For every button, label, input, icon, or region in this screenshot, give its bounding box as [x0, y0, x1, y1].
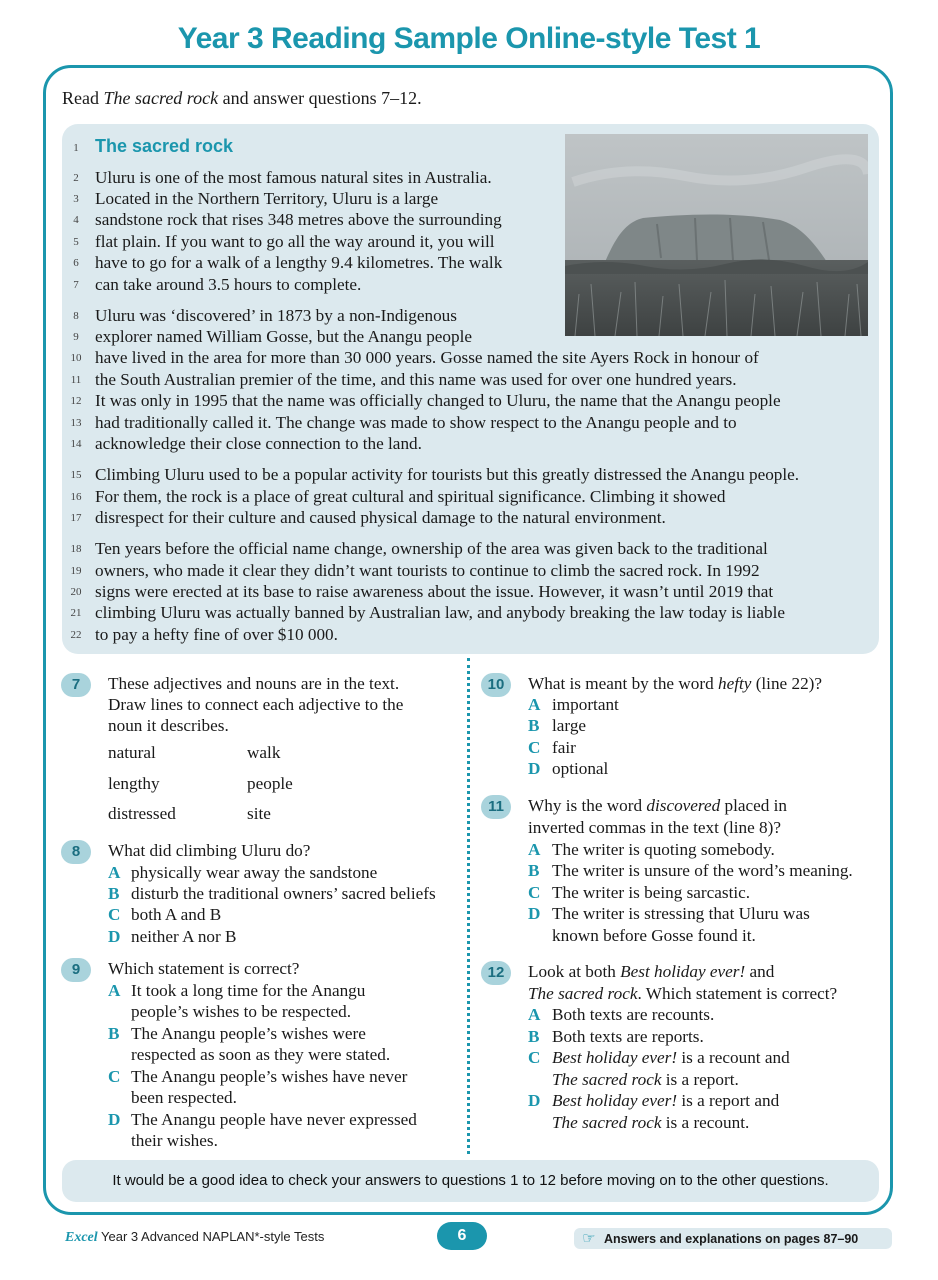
noun-item[interactable]: site: [247, 804, 271, 823]
intro-instruction: Read The sacred rock and answer questions 7–12.: [62, 88, 422, 108]
line-number: 10: [70, 352, 82, 364]
option-letter[interactable]: B: [528, 1027, 540, 1046]
line-number: 2: [73, 172, 79, 184]
option-letter[interactable]: A: [528, 695, 541, 714]
option-text[interactable]: people’s wishes to be respected.: [131, 1002, 352, 1021]
passage-line: the South Australian premier of the time, and this name was used for over one hundred years.: [95, 370, 737, 389]
option-letter[interactable]: C: [108, 905, 121, 924]
check-answers-note: It would be a good idea to check your answers to questions 1 to 12 before moving on to the other questions.: [62, 1160, 879, 1202]
question-number-badge: 12: [481, 961, 511, 985]
passage-line: flat plain. If you want to go all the way around it, you will: [95, 232, 495, 251]
option-letter[interactable]: B: [108, 1024, 120, 1043]
line-number: 5: [73, 236, 79, 248]
question-number-badge: 9: [61, 958, 91, 982]
option-text[interactable]: The sacred rock is a report.: [552, 1070, 739, 1089]
passage-line: explorer named William Gosse, but the Anangu people: [95, 327, 473, 346]
option-text[interactable]: The Anangu people’s wishes have never: [131, 1067, 408, 1086]
question-number-badge: 7: [61, 673, 91, 697]
noun-item[interactable]: walk: [247, 743, 281, 762]
passage-line: Climbing Uluru used to be a popular activity for tourists but this greatly distressed the Anangu people.: [95, 465, 800, 484]
option-text[interactable]: both A and B: [131, 905, 222, 924]
line-number: 18: [70, 543, 82, 555]
question-11-text: inverted commas in the text (line 8)?: [528, 818, 781, 837]
noun-item[interactable]: people: [247, 774, 293, 793]
question-9-text: Which statement is correct?: [108, 959, 300, 978]
book-footer: Excel Year 3 Advanced NAPLAN*-style Tests: [65, 1229, 325, 1245]
line-number: 14: [70, 438, 82, 450]
passage-line: sandstone rock that rises 348 metres above the surrounding: [95, 210, 502, 229]
passage-line: acknowledge their close connection to the land.: [95, 434, 422, 453]
passage-title: The sacred rock: [95, 136, 234, 156]
page-number: 6: [437, 1222, 487, 1250]
line-number: 15: [70, 469, 82, 481]
option-text[interactable]: The writer is stressing that Uluru was: [552, 904, 810, 923]
option-letter[interactable]: A: [528, 1005, 541, 1024]
uluru-image: [565, 134, 868, 336]
option-text[interactable]: optional: [552, 759, 609, 778]
option-text[interactable]: disturb the traditional owners’ sacred beliefs: [131, 884, 436, 903]
option-text[interactable]: The writer is quoting somebody.: [552, 840, 775, 859]
option-text[interactable]: physically wear away the sandstone: [131, 863, 378, 882]
question-8-text: What did climbing Uluru do?: [108, 841, 311, 860]
passage-line: can take around 3.5 hours to complete.: [95, 275, 362, 294]
option-text[interactable]: been respected.: [131, 1088, 237, 1107]
option-text[interactable]: their wishes.: [131, 1131, 218, 1150]
line-number: 16: [70, 491, 82, 503]
option-letter[interactable]: D: [528, 759, 541, 778]
option-text[interactable]: neither A nor B: [131, 927, 237, 946]
option-text[interactable]: important: [552, 695, 619, 714]
line-number: 6: [73, 257, 79, 269]
option-letter[interactable]: C: [528, 883, 541, 902]
question-12-text: The sacred rock. Which statement is correct?: [528, 984, 838, 1003]
option-text[interactable]: The sacred rock is a recount.: [552, 1113, 750, 1132]
option-letter[interactable]: B: [528, 861, 540, 880]
passage-line: to pay a hefty fine of over $10 000.: [95, 625, 338, 644]
option-letter[interactable]: D: [528, 1091, 541, 1110]
passage-line: have to go for a walk of a lengthy 9.4 kilometres. The walk: [95, 253, 503, 272]
option-letter[interactable]: A: [108, 981, 121, 1000]
column-divider: [467, 658, 470, 1154]
option-text[interactable]: large: [552, 716, 587, 735]
option-text[interactable]: Best holiday ever! is a report and: [552, 1091, 780, 1110]
option-letter[interactable]: C: [528, 738, 541, 757]
passage-line: Located in the Northern Territory, Uluru is a large: [95, 189, 439, 208]
option-letter[interactable]: C: [528, 1048, 541, 1067]
option-letter[interactable]: A: [528, 840, 541, 859]
line-number: 11: [70, 374, 82, 386]
option-text[interactable]: The Anangu people’s wishes were: [131, 1024, 366, 1043]
line-number: 9: [73, 331, 79, 343]
option-letter[interactable]: D: [528, 904, 541, 923]
passage-line: Uluru is one of the most famous natural sites in Australia.: [95, 168, 492, 187]
passage-line: For them, the rock is a place of great cultural and spiritual significance. Climbing it showed: [95, 487, 726, 506]
passage-line: owners, who made it clear they didn’t want tourists to continue to climb the sacred rock. In 1992: [95, 561, 760, 580]
passage-line: It was only in 1995 that the name was officially changed to Uluru, the name that the Anangu people: [95, 391, 781, 410]
option-letter[interactable]: B: [108, 884, 120, 903]
adjective-item[interactable]: lengthy: [108, 774, 160, 793]
pointing-hand-icon: ☞: [582, 1230, 596, 1247]
line-number: 19: [70, 565, 82, 577]
passage-line: had traditionally called it. The change was made to show respect to the Anangu people and to: [95, 413, 737, 432]
option-letter[interactable]: D: [108, 927, 121, 946]
question-number-badge: 11: [481, 795, 511, 819]
option-text[interactable]: The Anangu people have never expressed: [131, 1110, 417, 1129]
question-10-text: What is meant by the word hefty (line 22)?: [528, 674, 823, 693]
brand-logo: Excel: [65, 1230, 98, 1245]
adjective-item[interactable]: distressed: [108, 804, 176, 823]
line-number: 17: [70, 512, 82, 524]
option-text[interactable]: It took a long time for the Anangu: [131, 981, 366, 1000]
line-number: 12: [70, 395, 82, 407]
line-number: 7: [73, 279, 79, 291]
option-letter[interactable]: C: [108, 1067, 121, 1086]
option-text[interactable]: The writer is unsure of the word’s meaning.: [552, 861, 853, 880]
question-number-badge: 10: [481, 673, 511, 697]
option-text[interactable]: Best holiday ever! is a recount and: [552, 1048, 790, 1067]
option-letter[interactable]: D: [108, 1110, 121, 1129]
adjective-item[interactable]: natural: [108, 743, 156, 762]
passage-line: Uluru was ‘discovered’ in 1873 by a non-Indigenous: [95, 306, 457, 325]
question-7-text: These adjectives and nouns are in the text.: [108, 674, 400, 693]
line-number: 8: [73, 310, 79, 322]
passage-line: climbing Uluru was actually banned by Australian law, and anybody breaking the law today is liable: [95, 603, 786, 622]
line-number: 22: [70, 629, 82, 641]
line-number: 4: [73, 214, 79, 226]
option-text[interactable]: known before Gosse found it.: [552, 926, 756, 945]
question-12-text: Look at both Best holiday ever! and: [528, 962, 775, 981]
line-number: 3: [73, 193, 79, 205]
question-number-badge: 8: [61, 840, 91, 864]
line-number: 21: [70, 607, 82, 619]
option-text[interactable]: fair: [552, 738, 576, 757]
option-text[interactable]: Both texts are reports.: [552, 1027, 704, 1046]
option-text[interactable]: Both texts are recounts.: [552, 1005, 715, 1024]
passage-line: signs were erected at its base to raise awareness about the issue. However, it wasn’t until 2019 that: [95, 582, 774, 601]
option-letter[interactable]: B: [528, 716, 540, 735]
passage-line: Ten years before the official name change, ownership of the area was given back to the traditional: [95, 539, 768, 558]
question-7-text: noun it describes.: [108, 716, 229, 735]
question-7-text: Draw lines to connect each adjective to the: [108, 695, 404, 714]
answers-reference: ☞ Answers and explanations on pages 87–90: [574, 1228, 892, 1249]
line-number: 20: [70, 586, 82, 598]
uluru-photo: [565, 134, 868, 336]
passage-line: have lived in the area for more than 30 000 years. Gosse named the site Ayers Rock in honour of: [95, 348, 759, 367]
page-title: Year 3 Reading Sample Online-style Test 1: [177, 22, 761, 55]
line-number: 13: [70, 417, 82, 429]
question-11-text: Why is the word discovered placed in: [528, 796, 788, 815]
line-number: 1: [73, 142, 79, 154]
option-text[interactable]: The writer is being sarcastic.: [552, 883, 751, 902]
passage-line: disrespect for their culture and caused physical damage to the natural environment.: [95, 508, 666, 527]
option-letter[interactable]: A: [108, 863, 121, 882]
option-text[interactable]: respected as soon as they were stated.: [131, 1045, 391, 1064]
